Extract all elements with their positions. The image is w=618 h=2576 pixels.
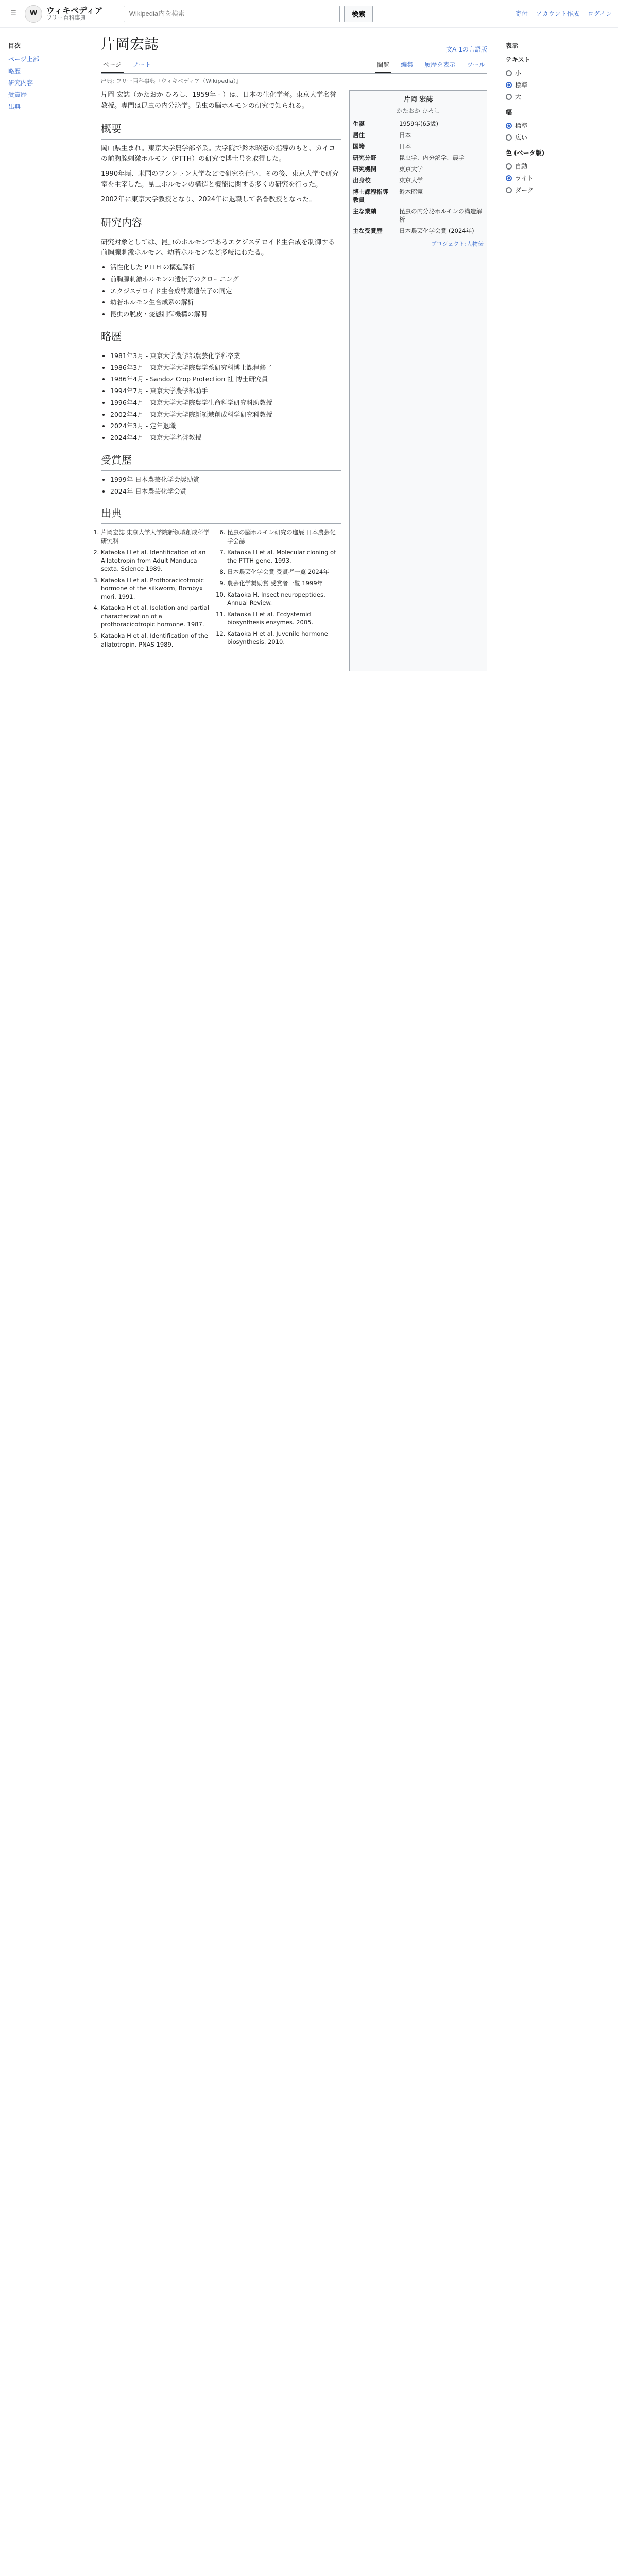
reference-item: 7. Kataoka H et al. Molecular cloning of the PTTH gene. 1993.: [227, 548, 341, 565]
infobox-value: 昆虫学、内分泌学、農学: [399, 154, 465, 161]
list-item: • 1999年 日本農芸化学会奨励賞: [110, 475, 341, 485]
toc-heading: 目次: [8, 42, 21, 49]
infobox-key: 居住: [353, 131, 365, 139]
overview-p2: 1990年頃、米国のワシントン大学などで研究を行い、その後、東京大学で研究室を主宰した。昆虫ホルモンの構造と機能に関する多くの研究を行った。: [101, 170, 339, 189]
toc-item-research[interactable]: 研究内容: [8, 79, 33, 87]
donate-link[interactable]: 寄付: [515, 10, 528, 18]
tab-page[interactable]: ページ: [101, 60, 124, 73]
infobox-key: 主な業績: [353, 208, 377, 215]
personal-tools: [516, 9, 612, 18]
list-item: • 2024年3月 - 定年退職: [110, 421, 341, 431]
infobox-value: 鈴木昭憲: [399, 188, 423, 195]
source-note: 出典: フリー百科事典『ウィキペディア（Wikipedia）』: [101, 78, 242, 84]
infobox-value: 昆虫の内分泌ホルモンの構造解析: [399, 208, 483, 223]
toc-item-career[interactable]: 略歴: [8, 67, 21, 75]
list-item: • 幼若ホルモン生合成系の解析: [110, 298, 341, 308]
list-item: • エクジステロイド生合成酵素遺伝子の同定: [110, 286, 341, 296]
reference-item: 8. 日本農芸化学会賞 受賞者一覧 2024年: [227, 568, 341, 576]
infobox-key: 研究機関: [353, 165, 377, 173]
reference-item: 4. Kataoka H et al. Isolation and partial characterization of a prothoracicotropic hormone. 1987.: [101, 604, 215, 629]
create-account-link[interactable]: アカウント作成: [536, 10, 579, 18]
color-light-radio[interactable]: ライト: [506, 172, 612, 184]
site-logo[interactable]: [25, 5, 103, 23]
tab-talk[interactable]: ノート: [132, 61, 151, 69]
site-title: ウィキペディア: [46, 5, 103, 15]
section-refs-heading: 出典: [101, 505, 341, 524]
site-subtitle: フリー百科事典: [46, 14, 86, 22]
reference-item: 9. 農芸化学奨励賞 受賞者一覧 1999年: [227, 579, 341, 587]
list-item: • 前胸腺刺激ホルモンの遺伝子のクローニング: [110, 275, 341, 284]
tab-read[interactable]: 閲覧: [375, 60, 391, 73]
tab-tools[interactable]: ツール: [467, 61, 485, 69]
research-list: [101, 263, 341, 319]
awards-list: [101, 475, 341, 497]
search-input[interactable]: [124, 6, 340, 22]
infobox-key: 主な受賞歴: [353, 227, 383, 234]
section-research-heading: 研究内容: [101, 215, 341, 233]
infobox-key: 出身校: [353, 177, 371, 184]
color-heading: 色 (ベータ版): [506, 149, 545, 157]
infobox-value: 東京大学: [399, 165, 423, 173]
text-size-heading: テキスト: [506, 56, 530, 63]
section-career-heading: 略歴: [101, 329, 341, 347]
list-item: • 1996年4月 - 東京大学大学院農学生命科学研究科助教授: [110, 398, 341, 408]
list-item: • 昆虫の脱皮・変態制御機構の解明: [110, 310, 341, 319]
reference-item: 10. Kataoka H. Insect neuropeptides. Annual Review.: [227, 590, 341, 607]
search-button[interactable]: 検索: [344, 6, 373, 22]
toc-sidebar: [0, 28, 93, 671]
reference-item: 6. 昆虫の脳ホルモン研究の進展 日本農芸化学会誌: [227, 528, 341, 545]
language-icon: 文A: [446, 46, 457, 53]
reference-item: 3. Kataoka H et al. Prothoracicotropic hormone of the silkworm, Bombyx mori. 1991.: [101, 576, 215, 601]
toc-item-top[interactable]: ページ上部: [8, 56, 39, 63]
menu-icon[interactable]: ☰: [10, 10, 16, 18]
text-large-radio[interactable]: 大: [506, 91, 612, 103]
infobox-key: 国籍: [353, 143, 365, 150]
appearance-heading: 表示: [506, 42, 519, 49]
toc-item-refs[interactable]: 出典: [8, 103, 21, 110]
list-item: • 1986年4月 - Sandoz Crop Protection 社 博士研究員: [110, 375, 341, 384]
list-item: • 活性化した PTTH の構造解析: [110, 263, 341, 273]
list-item: • 1986年3月 - 東京大学大学院農学系研究科博士課程修了: [110, 363, 341, 373]
color-dark-radio[interactable]: ダーク: [506, 184, 612, 196]
article-body: [101, 90, 341, 671]
reference-item: 11. Kataoka H et al. Ecdysteroid biosynthesis enzymes. 2005.: [227, 610, 341, 626]
infobox-value: 日本農芸化学会賞 (2024年): [399, 227, 474, 234]
tab-edit[interactable]: 編集: [401, 61, 414, 69]
infobox: [349, 90, 487, 671]
section-overview-heading: 概要: [101, 121, 341, 140]
infobox-value: 東京大学: [399, 177, 423, 184]
reference-item: 1. 片岡宏誌 東京大学大学院新領域創成科学研究科: [101, 528, 215, 545]
list-item: • 2024年4月 - 東京大学名誉教授: [110, 433, 341, 443]
color-auto-radio[interactable]: 自動: [506, 160, 612, 172]
width-heading: 幅: [506, 109, 512, 116]
page-title: 片岡宏誌: [101, 37, 159, 53]
infobox-value: 日本: [399, 143, 411, 150]
career-list: [101, 351, 341, 443]
reference-item: 12. Kataoka H et al. Juvenile hormone biosynthesis. 2010.: [227, 630, 341, 646]
list-item: • 1994年7月 - 東京大学農学部助手: [110, 386, 341, 396]
list-item: • 2024年 日本農芸化学会賞: [110, 487, 341, 497]
reference-item: 2. Kataoka H et al. Identification of an Allatotropin from Adult Manduca sexta. Science 1989.: [101, 548, 215, 573]
width-standard-radio[interactable]: 標準: [506, 120, 612, 131]
infobox-key: 博士課程指導教員: [353, 188, 389, 204]
overview-p1: 岡山県生まれ。東京大学農学部卒業。大学院で鈴木昭憲の指導のもと、カイコの前胸腺刺激ホルモン（PTTH）の研究で博士号を取得した。: [101, 144, 335, 163]
text-standard-radio[interactable]: 標準: [506, 79, 612, 91]
appearance-panel: [500, 28, 618, 671]
infobox-project-link[interactable]: プロジェクト:人物伝: [431, 241, 484, 247]
text-small-radio[interactable]: 小: [506, 67, 612, 79]
overview-p3: 2002年に東京大学教授となり、2024年に退職して名誉教授となった。: [101, 195, 316, 204]
infobox-key: 生誕: [353, 120, 365, 127]
page-tabs: [101, 56, 487, 74]
search-area: [124, 6, 373, 22]
wikipedia-globe-icon: W: [25, 5, 42, 23]
infobox-title: 片岡 宏誌: [403, 96, 433, 104]
main-content: [93, 28, 500, 671]
infobox-value: 日本: [399, 131, 411, 139]
infobox-reading: かたおか ひろし: [397, 107, 440, 114]
toc-item-awards[interactable]: 受賞歴: [8, 91, 27, 98]
lead-paragraph: 片岡 宏誌（かたおか ひろし、1959年 - ）は、日本の生化学者。東京大学名誉教授。専門は昆虫の内分泌学。昆虫の脳ホルモンの研究で知られる。: [101, 91, 337, 110]
language-button[interactable]: 文A 1の言語版: [446, 46, 487, 53]
references-list: [101, 528, 341, 650]
infobox-key: 研究分野: [353, 154, 377, 161]
research-intro: 研究対象としては、昆虫のホルモンであるエクジステロイド生合成を制御する前胸腺刺激ホルモン、幼若ホルモンなど多岐にわたる。: [101, 238, 335, 257]
tab-history[interactable]: 履歴を表示: [424, 61, 456, 69]
top-header: [0, 0, 618, 28]
list-item: • 1981年3月 - 東京大学農学部農芸化学科卒業: [110, 351, 341, 361]
list-item: • 2002年4月 - 東京大学大学院新領域創成科学研究科教授: [110, 410, 341, 420]
reference-item: 5. Kataoka H et al. Identification of the allatotropin. PNAS 1989.: [101, 632, 215, 648]
login-link[interactable]: ログイン: [587, 10, 612, 18]
section-awards-heading: 受賞歴: [101, 452, 341, 471]
infobox-value: 1959年(65歳): [399, 120, 439, 127]
width-wide-radio[interactable]: 広い: [506, 131, 612, 143]
